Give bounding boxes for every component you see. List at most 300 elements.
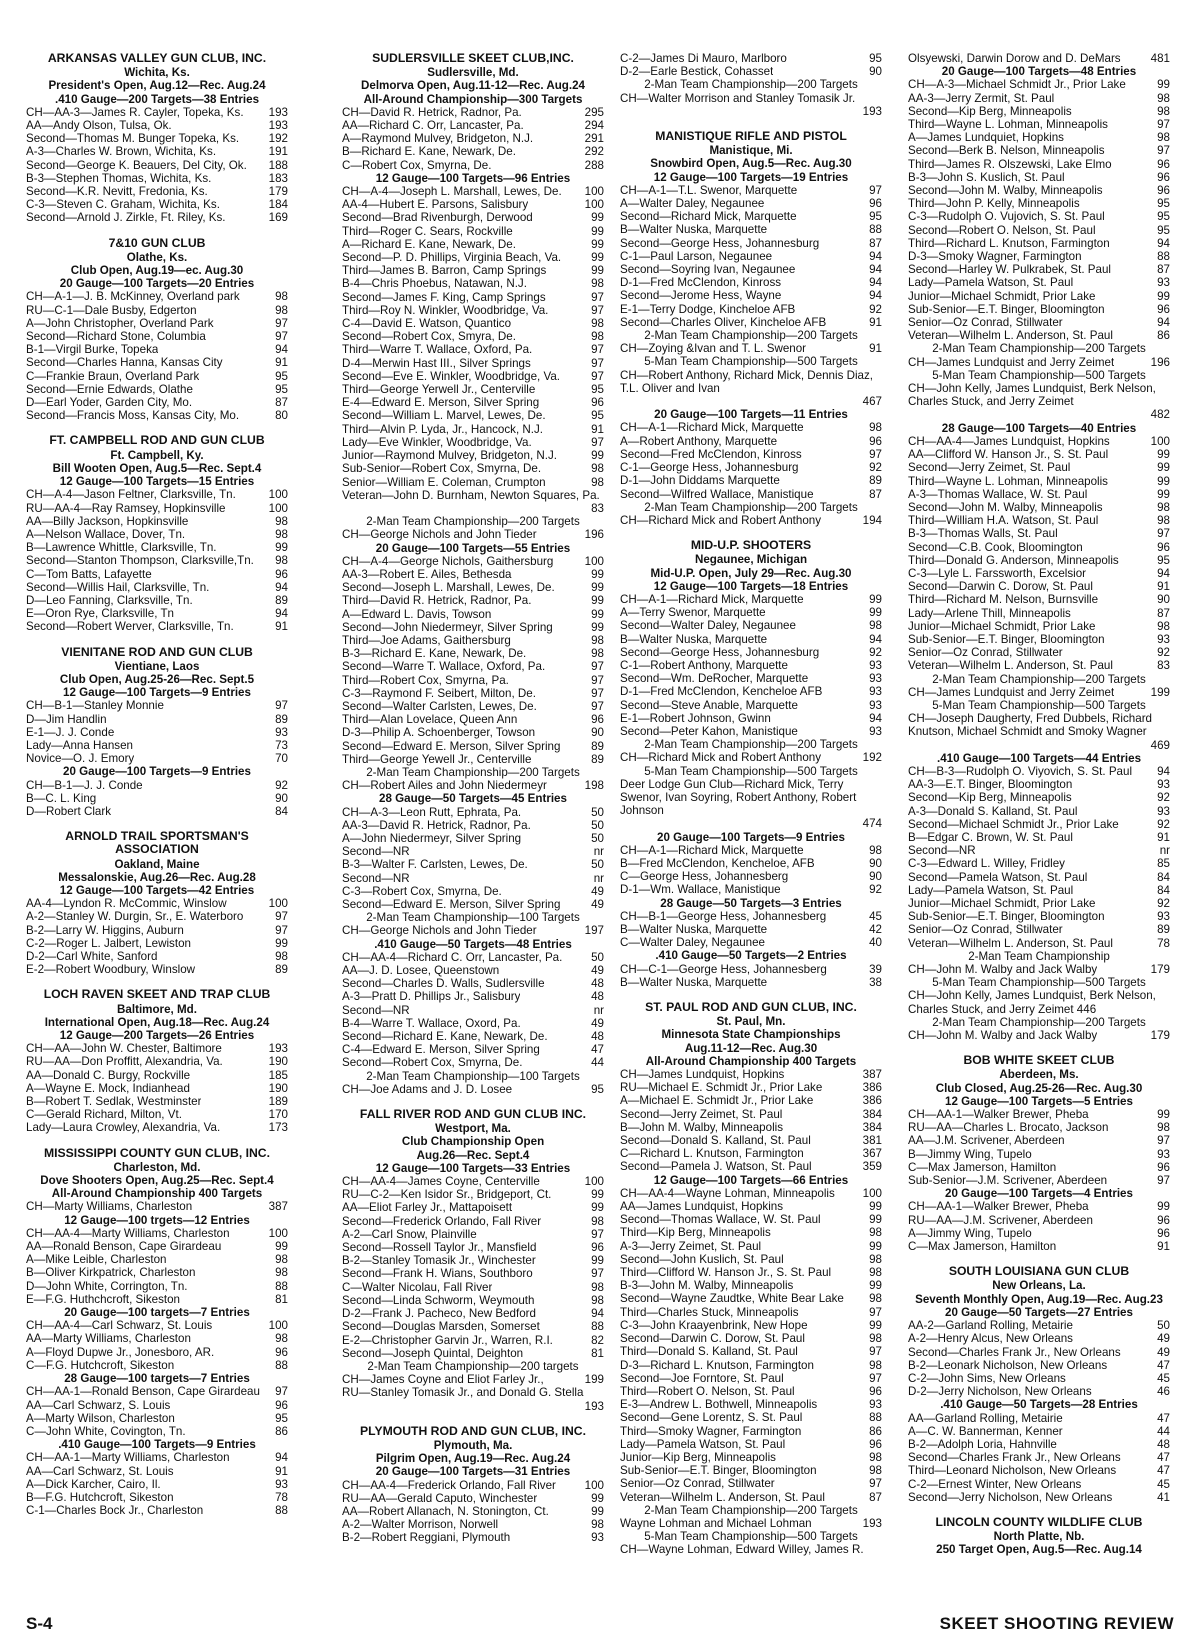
result-line (342, 845, 604, 858)
score: 94 (275, 1451, 288, 1465)
shooter-entry: Third—George Yerwell Jr., Centerville (342, 383, 536, 397)
shooter-entry: B—Walter Nuska, Marquette (620, 975, 768, 989)
score: 45 (869, 909, 882, 923)
score: 95 (1157, 223, 1170, 237)
result-line (620, 923, 882, 936)
event-subheading: 28 Gauge—100 targets—7 Entries (64, 1372, 250, 1386)
shooter-entry: Wayne Lohman and Michael Lohman (620, 1516, 812, 1530)
event-heading: Snowbird Open, Aug.5—Rec. Aug.30 (650, 157, 852, 171)
shooter-entry: C—Robert Cox, Smyrna, De. (342, 158, 492, 172)
event-heading: Oakland, Maine (114, 857, 200, 871)
club-name: SOUTH LOUISIANA GUN CLUB (948, 1264, 1130, 1279)
shooter-entry: B—Walter Nuska, Marquette (620, 923, 768, 936)
score: 91 (869, 315, 882, 329)
result-line (908, 158, 1170, 171)
shooter-entry: Second—William L. Marvel, Lewes, De. (342, 409, 546, 423)
shooter-entry: CH—Zoying &Ivan and T. L. Swenor (620, 342, 807, 356)
result-line (620, 1121, 882, 1134)
shooter-entry: Second—Joe Forntore, St. Paul (620, 1371, 784, 1385)
score: 381 (862, 1134, 882, 1148)
score: 98 (1157, 104, 1170, 118)
score: nr (593, 845, 604, 859)
event-heading: Club Closed, Aug.25-26—Rec. Aug.30 (935, 1081, 1143, 1095)
score: 94 (1157, 566, 1170, 580)
result-line (620, 633, 882, 646)
score: 98 (869, 843, 882, 857)
score: 47 (1157, 1411, 1170, 1425)
result-line: CH—John Kelly, James Lundquist, Berk Nelson, Charles Stuck, and Jerry Zeimet 446 (908, 989, 1156, 1016)
score: 96 (869, 1437, 882, 1451)
shooter-entry: CH—C-1—George Hess, Johannesberg (620, 962, 827, 976)
event-heading: International Open, Aug.18—Rec. Aug.24 (44, 1015, 270, 1029)
score: 96 (1157, 184, 1170, 198)
result-line (908, 1108, 1170, 1121)
shooter-entry: AA-4—Hubert E. Parsons, Salisbury (342, 198, 529, 212)
shooter-entry: RU—AA—Charles L. Brocato, Jackson (908, 1121, 1109, 1135)
team-heading: 2-Man Team Championship—200 Targets (366, 515, 580, 529)
result-line (26, 290, 288, 303)
page-footer (0, 1614, 1200, 1634)
shooter-entry: C-2—John Sims, New Orleans (908, 1371, 1066, 1385)
score: 98 (869, 619, 882, 633)
result-line (620, 1332, 882, 1345)
result-line (342, 159, 604, 172)
shooter-entry: Sub-Senior—E.T. Binger, Bloomington (620, 1464, 817, 1478)
result-line (26, 515, 288, 528)
event-subheading: 12 Gauge—100 trgets—12 Entries (64, 1213, 250, 1227)
result-line (342, 753, 604, 766)
shooter-entry: AA—Donald C. Burgy, Rockville (26, 1068, 191, 1082)
result-line (620, 488, 882, 501)
shooter-entry: Third—Joe Adams, Gaithersburg (342, 633, 511, 647)
event-heading: Aug.11-12—Rec. Aug.30 (684, 1041, 818, 1055)
shooter-entry: Lady—Pamela Watson, St. Paul (908, 276, 1074, 290)
shooter-entry: CH—Richard Mick and Robert Anthony (620, 751, 822, 765)
result-line (26, 1055, 288, 1068)
score: 93 (1157, 632, 1170, 646)
shooter-entry: B-3—Walter F. Carlsten, Lewes, De. (342, 858, 528, 872)
shooter-entry: CH—A-1—T.L. Swenor, Marquette (620, 183, 798, 197)
team-heading: 2-Man Team Championship—200 Targets (932, 672, 1146, 686)
shooter-entry: Second—Robert Cox, Smyra, De. (342, 330, 516, 344)
score: 173 (268, 1121, 288, 1135)
result-line (26, 924, 288, 937)
club-section (26, 830, 288, 976)
team-heading: 2-Man Team Championship—200 targets (367, 1359, 579, 1373)
shooter-entry: C-4—David E. Watson, Quantico (342, 317, 512, 331)
event-heading: Negaunee, Michigan (694, 553, 808, 567)
result-line (26, 383, 288, 396)
event-heading: Vientiane, Laos (114, 659, 200, 673)
shooter-entry: B—Robert T. Sedlak, Westminster (26, 1095, 202, 1109)
shooter-entry: A—Wayne E. Mock, Indianhead (26, 1081, 190, 1095)
score: 93 (1157, 276, 1170, 290)
shooter-entry: Second—Peter Kahon, Manistique (620, 724, 798, 738)
score: 359 (862, 1160, 882, 1174)
result-line (908, 593, 1170, 606)
result-line (26, 343, 288, 356)
shooter-entry: AA-3—Jerry Zermit, St. Paul (908, 91, 1055, 105)
shooter-entry: B-2—Leonark Nicholson, New Orleans (908, 1358, 1108, 1372)
result-line (26, 145, 288, 158)
club-section (908, 1265, 1170, 1504)
event-heading: New Orleans, La. (992, 1279, 1086, 1293)
score: 99 (591, 567, 604, 581)
result-line (342, 396, 604, 409)
result-line (620, 1425, 882, 1438)
score: 99 (591, 211, 604, 225)
score: 82 (591, 1333, 604, 1347)
score: 98 (591, 475, 604, 489)
score: 81 (591, 1346, 604, 1360)
score: 98 (275, 1332, 288, 1346)
result-line (26, 1385, 288, 1398)
score: 99 (591, 1491, 604, 1505)
result-line (908, 488, 1170, 501)
shooter-entry: Olsyewski, Darwin Dorow and D. DeMars (908, 52, 1121, 65)
score: 70 (275, 752, 288, 766)
score: 99 (591, 1254, 604, 1268)
score: 193 (268, 105, 288, 119)
result-line (908, 871, 1170, 884)
shooter-entry: Second—George Hess, Johannesburg (620, 236, 820, 250)
score: 97 (275, 923, 288, 937)
team-heading: 2-Man Team Championship—200 Targets (644, 329, 858, 343)
event-heading: Dove Shooters Open, Aug.25—Rec. Sept.4 (40, 1174, 274, 1188)
score: 179 (268, 185, 288, 199)
shooter-entry: C—Frankie Braun, Overland Park (26, 369, 200, 383)
result-line (26, 1425, 288, 1438)
score: 46 (1157, 1385, 1170, 1399)
result-line (342, 1201, 604, 1214)
shooter-entry: Second—Walter Daley, Negaunee (620, 619, 796, 633)
score: 97 (275, 330, 288, 344)
result-line (908, 910, 1170, 923)
score: 481 (1150, 52, 1170, 65)
result-line (26, 185, 288, 198)
club-section (26, 646, 288, 819)
result-line (342, 251, 604, 264)
result-line (620, 1279, 882, 1292)
result-line (342, 819, 604, 832)
shooter-entry: C-4—Edward E. Merson, Silver Spring (342, 1043, 540, 1057)
score: 97 (869, 1371, 882, 1385)
result-line (26, 620, 288, 633)
score: 50 (591, 950, 604, 964)
club-name: SUDLERSVILLE SKEET CLUB,INC. (372, 51, 574, 65)
shooter-entry: CH—AA-4—Frederick Orlando, Fall River (342, 1478, 556, 1492)
shooter-entry: Second—Eve E. Winkler, Woodbridge, Va. (342, 369, 561, 383)
result-line (620, 342, 882, 355)
result-line (342, 951, 604, 964)
event-heading: President's Open, Aug.12—Rec. Aug.24 (48, 79, 266, 93)
shooter-entry: D-3—Smoky Wagner, Farmington (908, 250, 1082, 264)
score: 97 (869, 1305, 882, 1319)
shooter-entry: Senior—Oz Conrad, Stillwater (908, 646, 1063, 660)
shooter-entry: C-2—James Di Mauro, Marlboro (620, 52, 787, 65)
result-line (620, 461, 882, 474)
score: 100 (862, 1186, 882, 1200)
shooter-entry: Second—NR (342, 845, 410, 859)
shooter-entry: D—Earl Yoder, Garden City, Mo. (26, 396, 193, 410)
score: 91 (1157, 580, 1170, 594)
score: 94 (275, 343, 288, 357)
result-line (342, 1175, 604, 1188)
result-line (26, 1346, 288, 1359)
shooter-entry: Second—Stanton Thompson, Clarksville,Tn. (26, 554, 254, 568)
score: 91 (1157, 830, 1170, 844)
shooter-entry: Second—Pamela Watson, St. Paul (908, 870, 1088, 884)
shooter-entry: A-3—Donald S. Kalland, St. Paul (908, 804, 1078, 818)
result-line (342, 370, 604, 383)
result-line (26, 1253, 288, 1266)
result-line (342, 1492, 604, 1505)
shooter-entry: RU—C-1—Dale Busby, Edgerton (26, 303, 197, 317)
score: 97 (869, 183, 882, 197)
result-line (26, 581, 288, 594)
score: 99 (1157, 474, 1170, 488)
shooter-entry: RU—AA—Gerald Caputo, Winchester (342, 1491, 538, 1505)
result-line (908, 1227, 1170, 1240)
score: 192 (268, 132, 288, 146)
score: 100 (268, 488, 288, 502)
score: 87 (1157, 263, 1170, 277)
result-line (620, 844, 882, 857)
score: 99 (869, 606, 882, 620)
result-line (908, 237, 1170, 250)
score: 97 (591, 435, 604, 449)
event-subheading: 12 Gauge—100 Targets—42 Entries (59, 883, 255, 897)
result-line (908, 1425, 1170, 1438)
score: 98 (275, 950, 288, 963)
shooter-entry: Second—K.R. Nevitt, Fredonia, Ks. (26, 185, 208, 199)
result-line (342, 1043, 604, 1056)
shooter-entry: B-4—Chris Phoebus, Natawan, N.J. (342, 277, 527, 291)
score: 100 (584, 185, 604, 199)
club-name: MID-U.P. SHOOTERS (690, 538, 812, 553)
result-line (908, 448, 1170, 461)
result-line (26, 713, 288, 726)
shooter-entry: E—F.G. Huthchcroft, Sikeston (26, 1292, 180, 1306)
result-line (620, 237, 882, 250)
score: 89 (275, 963, 288, 977)
shooter-entry: A—Michael E. Schmidt Jr., Prior Lake (620, 1094, 814, 1108)
club-name: ARKANSAS VALLEY GUN CLUB, INC. (47, 51, 267, 65)
shooter-entry: CH—George Nichols and John Tieder (342, 528, 537, 542)
score: 98 (869, 1292, 882, 1306)
result-line (620, 1147, 882, 1160)
result-line: CH—Robert Anthony, Richard Mick, Dennis Diaz, T.L. Oliver and Ivan (620, 368, 874, 395)
result-line (908, 633, 1170, 646)
club-section (26, 1147, 288, 1518)
score: 50 (1157, 1319, 1170, 1333)
shooter-entry: Second—Kip Berg, Minneapolis (908, 791, 1072, 805)
event-subheading: 12 Gauge—100 Targets—19 Entries (653, 170, 849, 184)
result-line (908, 356, 1170, 369)
shooter-entry: Second—Soyring Ivan, Negaunee (620, 263, 796, 277)
result-line (342, 858, 604, 871)
score: 92 (869, 645, 882, 659)
score: 44 (1157, 1424, 1170, 1438)
score: 193 (268, 119, 288, 133)
score: 86 (1157, 329, 1170, 343)
result-line (342, 1400, 604, 1413)
shooter-entry: Third—James B. Barron, Camp Springs (342, 264, 547, 278)
score: 170 (268, 1108, 288, 1122)
result-line (342, 634, 604, 647)
result-line (620, 1160, 882, 1173)
result-line (26, 132, 288, 145)
score: 99 (869, 592, 882, 606)
score: nr (593, 1003, 604, 1017)
result-line (26, 779, 288, 792)
shooter-entry: A—Terry Swenor, Marquette (620, 606, 766, 620)
shooter-entry: Second—C.B. Cook, Bloomington (908, 540, 1083, 554)
score: 97 (591, 699, 604, 713)
score: 91 (869, 342, 882, 356)
score: 98 (1157, 500, 1170, 514)
score: 86 (275, 1424, 288, 1438)
result-line (620, 1253, 882, 1266)
event-heading: Delmorva Open, Aug.11-12—Rec. Aug.24 (361, 79, 585, 93)
score: 97 (275, 1385, 288, 1399)
score: 96 (1157, 1226, 1170, 1240)
result-line (908, 1412, 1170, 1425)
score: 96 (591, 1241, 604, 1255)
shooter-entry: CH—A-4—Joseph L. Marshall, Lewes, De. (342, 185, 562, 199)
team-heading: 5-Man Team Championship—500 Targets (644, 764, 858, 778)
event-subheading: 12 Gauge—100 Targets—9 Entries (63, 686, 251, 700)
result-line (342, 1505, 604, 1518)
result-line (908, 118, 1170, 131)
result-line (908, 527, 1170, 540)
result-line (908, 408, 1170, 421)
result-line (908, 1491, 1170, 1504)
shooter-entry: E-1—J. J. Conde (26, 725, 115, 739)
shooter-entry: Junior—Michael Schmidt, Prior Lake (908, 897, 1096, 910)
shooter-entry: RU—Michael E. Schmidt Jr., Prior Lake (620, 1081, 823, 1095)
shooter-entry: A-3—Pratt D. Phillips Jr., Salisbury (342, 990, 521, 1004)
score: 179 (1150, 963, 1170, 977)
score: 93 (1157, 1147, 1170, 1161)
shooter-entry: Senior—Oz Conrad, Stillwater (908, 316, 1063, 330)
shooter-entry: Second—Darwin C. Dorow, St. Paul (908, 580, 1093, 594)
result-line (26, 792, 288, 805)
shooter-entry: A—Mike Leible, Charleston (26, 1253, 167, 1267)
result-line (26, 106, 288, 119)
score: 97 (1157, 118, 1170, 132)
result-line (342, 211, 604, 224)
score: 98 (869, 1226, 882, 1240)
score: 97 (591, 1267, 604, 1281)
shooter-entry: B—Fred McClendon, Kencheloe, AFB (620, 856, 815, 870)
result-line (342, 449, 604, 462)
event-heading: Ft. Campbell, Ky. (110, 448, 204, 462)
shooter-entry: E-2—Robert Woodbury, Winslow (26, 963, 196, 977)
score: 88 (275, 1504, 288, 1518)
result-line (620, 105, 882, 118)
result-line (342, 726, 604, 739)
score: 183 (268, 171, 288, 185)
shooter-entry: C—George Hess, Johannesberg (620, 870, 789, 884)
shooter-entry: B—F.G. Hutchcroft, Sikeston (26, 1490, 174, 1504)
result-line (908, 818, 1170, 831)
result-line (26, 1082, 288, 1095)
score: 384 (862, 1107, 882, 1121)
shooter-entry: Second—Gene Lorentz, S. St. Paul (620, 1411, 803, 1425)
score: 98 (275, 554, 288, 568)
shooter-entry: CH—AA-4—Richard C. Orr, Lancaster, Pa. (342, 950, 563, 964)
publication-title: SKEET SHOOTING REVIEW (939, 1614, 1174, 1633)
shooter-entry: B-2—Robert Reggiani, Plymouth (342, 1531, 511, 1545)
score: 98 (591, 633, 604, 647)
result-line (620, 1068, 882, 1081)
shooter-entry: Lady—Laura Crowley, Alexandria, Va. (26, 1121, 221, 1135)
score: 45 (1157, 1371, 1170, 1385)
score: 98 (869, 1450, 882, 1464)
result-line (620, 1438, 882, 1451)
score: 100 (268, 1226, 288, 1240)
result-line (908, 923, 1170, 936)
result-line (342, 185, 604, 198)
shooter-entry: CH—David R. Hetrick, Radnor, Pa. (342, 105, 522, 119)
result-line (908, 52, 1170, 65)
shooter-entry: D—John White, Corrington, Tn. (26, 1279, 188, 1293)
result-line (26, 1121, 288, 1134)
result-line (342, 330, 604, 343)
result-line (26, 1200, 288, 1213)
shooter-entry: Third—Leonard Nicholson, New Orleans (908, 1464, 1117, 1478)
result-line (908, 646, 1170, 659)
shooter-entry: Second—Edward E. Merson, Silver Spring (342, 898, 561, 911)
shooter-entry: CH—A-3—Michael Schmidt Jr., Prior Lake (908, 78, 1126, 92)
shooter-entry: CH—AA-1—Walker Brewer, Pheba (908, 1108, 1089, 1122)
score: 98 (1157, 619, 1170, 633)
shooter-entry: A—Robert Anthony, Marquette (620, 434, 778, 448)
result-line (26, 1293, 288, 1306)
score: 88 (869, 1411, 882, 1425)
shooter-entry: CH—AA-4—Wayne Lohman, Minneapolis (620, 1186, 835, 1200)
results-page (26, 51, 1200, 1557)
shooter-entry: AA—Robert Allanach, N. Stonington, Ct. (342, 1504, 549, 1518)
event-subheading: .410 Gauge—200 Targets—38 Entries (54, 92, 260, 106)
score: 96 (1157, 170, 1170, 184)
result-line (908, 937, 1170, 950)
result-line (342, 383, 604, 396)
score: 98 (591, 462, 604, 476)
shooter-entry: C-3—John Kraayenbrink, New Hope (620, 1318, 808, 1332)
club-section (26, 52, 288, 225)
shooter-entry: Second—Walter Carlsten, Lewes, De. (342, 699, 537, 713)
shooter-entry: Second—Harley W. Pulkrabek, St. Paul (908, 263, 1111, 277)
shooter-entry: A—Jimmy Wing, Tupelo (908, 1226, 1032, 1240)
result-line (620, 883, 882, 896)
score: 100 (268, 501, 288, 515)
result-line (908, 1372, 1170, 1385)
team-heading: 5-Man Team Championship—500 Targets (932, 976, 1146, 990)
shooter-entry: Second—Jerome Hess, Wayne (620, 289, 782, 303)
score: 78 (1157, 936, 1170, 950)
result-line (908, 224, 1170, 237)
score: 91 (275, 356, 288, 370)
shooter-entry: A—Floyd Dupwe Jr., Jonesboro, AR. (26, 1345, 215, 1359)
score: 196 (584, 528, 604, 542)
shooter-entry: C—John White, Covington, Tn. (26, 1424, 186, 1438)
score: 78 (275, 1490, 288, 1504)
result-line (620, 395, 882, 408)
shooter-entry: CH—A-4—Jason Feltner, Clarksville, Tn. (26, 488, 236, 502)
result-line (342, 555, 604, 568)
